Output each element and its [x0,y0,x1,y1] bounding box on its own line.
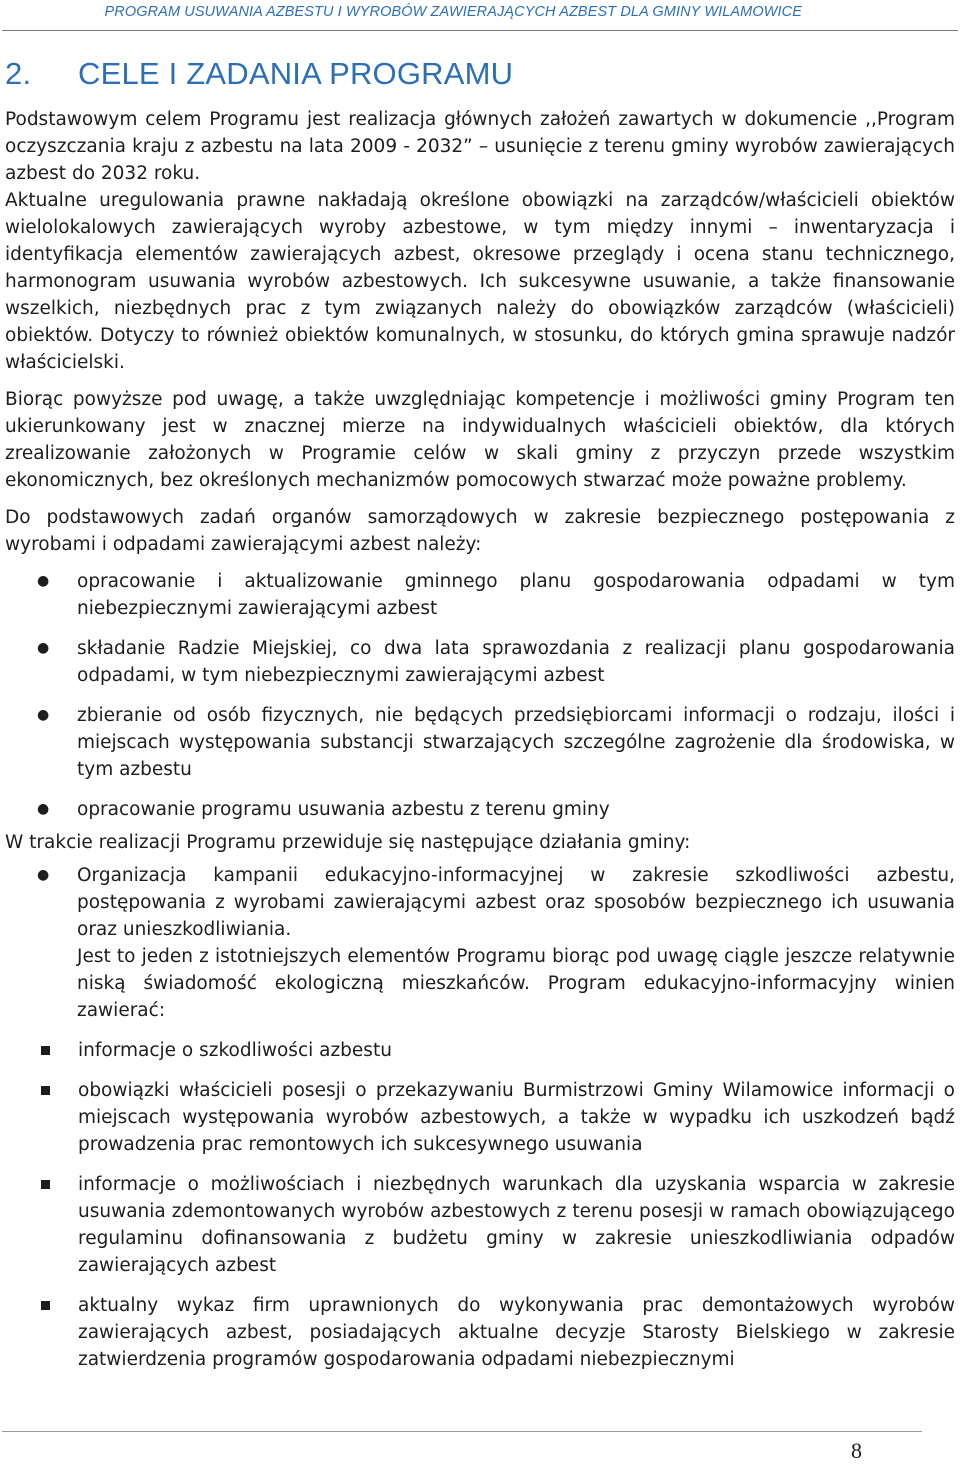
section-heading [5,56,513,92]
content-item [5,1171,955,1279]
section-number: 2. [5,56,32,91]
legal-obligations-paragraph: Aktualne uregulowania prawne nakładają określone obowiązki na zarządców/właścicieli obiektów wielolokalowych zawierających wyroby azbestowe, w tym między innymi – inwentaryzacja i identyfikacja elementów zawierających azbest, okresowe przeglądy i ocena stanu technicznego, harmonogram usuwania wyrobów azbestowych. Ich sukcesywne usuwanie, a także finansowanie wszelkich, niezbędnych prac z tym związanych należy do obowiązków zarządców (właścicieli) obiektów. Dotyczy to również obiektów komunalnych, w stosunku, do których gmina sprawuje nadzór właścicielski. [5,190,955,373]
action-item [5,862,955,1024]
task-item [5,796,955,823]
program-scope-paragraph: Biorąc powyższe pod uwagę, a także uwzględniając kompetencje i możliwości gminy Program ten ukierunkowany jest w znacznej mierze na indywidualnych właścicieli obiektów, dla których zrealizowanie założonych w Programie celów w skali gminy z przyczyn przede wszystkim ekonomicznych, bez określonych mechanizmów pomocowych stwarzać może poważne problemy. [5,389,955,491]
content-text: aktualny wykaz firm uprawnionych do wykonywania prac demontażowych wyrobów zawierających azbest, posiadających aktualne decyzje Starosty Bielskiego w zakresie zatwierdzenia programów gospodarowania odpadami niebezpiecznymi [78,1295,955,1370]
action-text: Organizacja kampanii edukacyjno-informacyjnej w zakresie szkodliwości azbestu, postępowania z wyrobami zawierającymi azbest oraz sposobów bezpiecznego ich usuwania oraz unieszkodliwiania. [77,865,955,940]
bullet-icon: ● [37,801,50,817]
content-item [5,1077,955,1158]
program-contents-list [5,1037,955,1373]
content-text: obowiązki właścicieli posesji o przekazywaniu Burmistrzowi Gminy Wilamowice informacji o miejscach występowania wyrobów azbestowych, a także w wypadku ich uszkodzeń bądź prowadzenia prac remontowych ich sukcesywnego usuwania [78,1080,955,1155]
footer-divider [2,1431,922,1432]
square-bullet-icon [41,1086,50,1095]
running-header: PROGRAM USUWANIA AZBESTU I WYROBÓW ZAWIERAJĄCYCH AZBEST DLA GMINY WILAMOWICE [104,4,802,20]
document-body [5,106,955,1386]
tasks-intro-paragraph: Do podstawowych zadań organów samorządowych w zakresie bezpiecznego postępowania z wyrobami i odpadami zawierającymi azbest należy: [5,507,955,555]
actions-intro-paragraph: W trakcie realizacji Programu przewiduje się następujące działania gminy: [5,832,691,853]
bullet-icon: ● [37,707,50,723]
bullet-icon: ● [37,573,50,589]
bullet-icon: ● [37,867,50,883]
task-item [5,635,955,689]
header-divider [2,30,958,31]
task-text: składanie Radzie Miejskiej, co dwa lata sprawozdania z realizacji planu gospodarowania odpadami, w tym niebezpiecznymi zawierającymi azbest [77,638,955,686]
page-number: 8 [851,1438,862,1463]
square-bullet-icon [41,1301,50,1310]
task-item [5,568,955,622]
content-item [5,1292,955,1373]
content-text: informacje o możliwościach i niezbędnych warunkach dla uzyskania wsparcia w zakresie usuwania zdemontowanych wyrobów azbestowych z terenu posesji w ramach obowiązującego regulaminu dofinansowania z budżetu gminy w zakresie unieszkodliwiania odpadów zawierających azbest [78,1174,955,1276]
actions-list [5,862,955,1024]
square-bullet-icon [41,1046,50,1055]
task-text: opracowanie programu usuwania azbestu z terenu gminy [77,799,610,820]
content-text: informacje o szkodliwości azbestu [78,1040,392,1061]
task-text: opracowanie i aktualizowanie gminnego planu gospodarowania odpadami w tym niebezpiecznymi zawierającymi azbest [77,571,955,619]
section-title: CELE I ZADANIA PROGRAMU [78,56,514,91]
bullet-icon: ● [37,640,50,656]
content-item [5,1037,955,1064]
task-item [5,702,955,783]
action-note: Jest to jeden z istotniejszych elementów Programu biorąc pod uwagę ciągle jeszcze relatywnie niską świadomość ekologiczną mieszkańców. Program edukacyjno-informacyjny winien zawierać: [77,946,955,1021]
tasks-list [5,568,955,823]
task-text: zbieranie od osób fizycznych, nie będących przedsiębiorcami informacji o rodzaju, ilości i miejscach występowania substancji stwarzających szczególne zagrożenie dla środowiska, w tym azbestu [77,705,955,780]
square-bullet-icon [41,1180,50,1189]
intro-paragraph: Podstawowym celem Programu jest realizacja głównych założeń zawartych w dokumencie ,,Program oczyszczania kraju z azbestu na lata 2009 - 2032” – usunięcie z terenu gminy wyrobów zawierających azbest do 2032 roku. [5,109,955,184]
